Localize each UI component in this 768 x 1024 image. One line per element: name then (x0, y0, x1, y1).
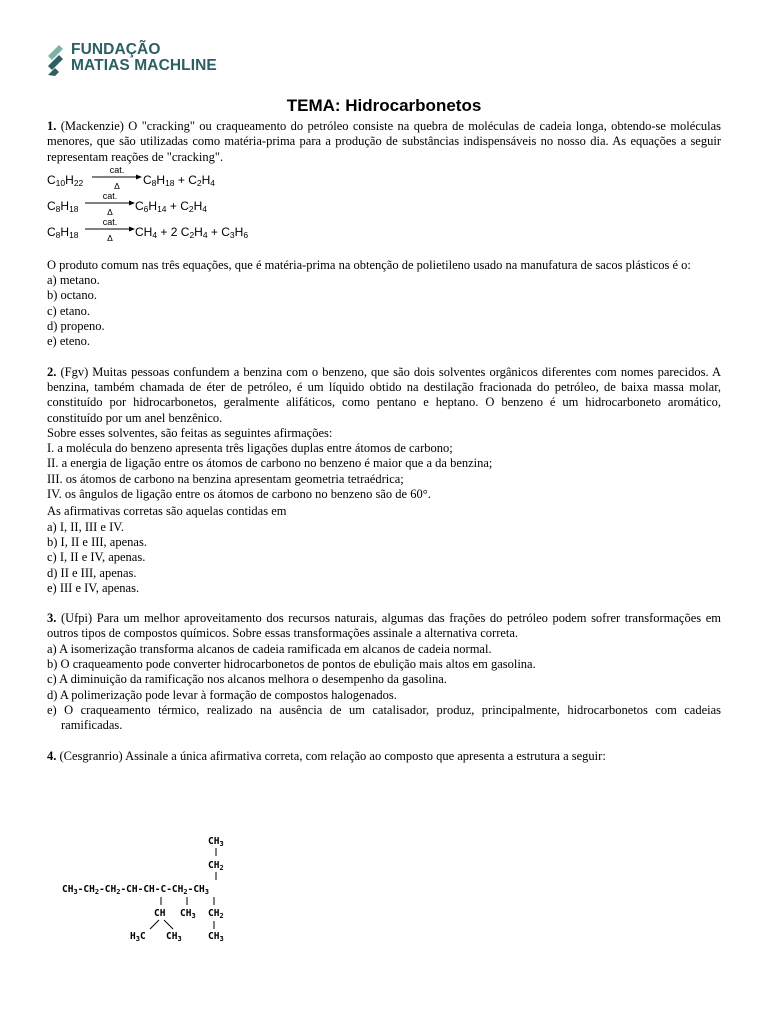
q2-option-a: a) I, II, III e IV. (47, 519, 124, 534)
equation-2-products: $C_6H_{14} + C_2H_4$ (135, 198, 208, 214)
q1-option-a: a) metano. (47, 273, 100, 288)
structural-formula-drawing (60, 832, 300, 952)
equation-1-arrow (92, 165, 142, 191)
brand-line-1: FUNDAÇÃO (71, 41, 161, 58)
q1-option-d: d) propeno. (47, 319, 105, 334)
q2-option-b: b) I, II e III, apenas. (47, 534, 147, 549)
q3-option-d: d) A polimerização pode levar à formação de compostos halogenados. (47, 687, 397, 702)
q3-number: 3. (47, 611, 57, 626)
brand-line-2: MATIAS MACHLINE (71, 57, 217, 74)
brand-name (71, 42, 217, 74)
structural-formula (60, 832, 300, 952)
arrow-catalyst-label: cat. (109, 164, 125, 175)
equation-2-arrow (85, 191, 135, 217)
equation-3-arrow (85, 217, 135, 243)
equation-3-products: $CH_4 + 2$ $C_2H_4 + C_3H_6$ (135, 224, 249, 240)
q2-question: As afirmativas corretas são aquelas contidas em (47, 504, 287, 519)
equation-1-reactants: $C_{10}H_{22}$ (47, 172, 84, 188)
q4-intro-text: (Cesgranrio) Assinale a única afirmativa correta, com relação ao composto que apresenta a estrutura a seguir: (56, 748, 606, 763)
q1-question: O produto comum nas três equações, que é matéria-prima na obtenção de polietileno usado na manufatura de sacos plásticos é o: (47, 257, 691, 272)
svg-text:CH3-CH2-CH2-CH-CH-C-CH2-CH3: $CH_3-CH_2-CH_2-CH-CH-C-CH_2-CH_3$ (62, 884, 209, 896)
q2-option-d: d) II e III, apenas. (47, 565, 137, 580)
reaction-arrow-icon (85, 226, 135, 232)
arrow-catalyst-label: cat. (102, 190, 118, 201)
q2-statement-4: IV. os ângulos de ligação entre os átomos de carbono no benzeno são de 60°. (47, 487, 431, 502)
q3-option-a: a) A isomerização transforma alcanos de cadeia ramificada em alcanos de cadeia normal. (47, 641, 492, 656)
svg-text:CH: CH (154, 908, 166, 919)
arrow-heat-label: Δ (107, 232, 113, 243)
q2-option-c: c) I, II e IV, apenas. (47, 550, 146, 565)
reaction-arrow-icon (92, 174, 142, 180)
svg-text:H3C: $H_3C$ (130, 931, 146, 943)
q2-lead: Sobre esses solventes, são feitas as seguintes afirmações: (47, 425, 333, 440)
q3-option-b: b) O craqueamento pode converter hidrocarbonetos de pontos de ebulição mais altos em gasolina. (47, 657, 536, 672)
document-body (47, 119, 721, 764)
equation-2-reactants: $C_8H_{18}$ (47, 198, 79, 214)
q4-intro (47, 749, 721, 764)
equation-2 (47, 191, 721, 217)
q4-number: 4. (47, 748, 57, 763)
equation-3 (47, 217, 721, 243)
svg-text:CH3: $CH_3$ (208, 836, 224, 848)
q3-intro (47, 611, 721, 642)
arrow-heat-label: Δ (107, 206, 113, 217)
equation-3-reactants: $C_8H_{18}$ (47, 224, 79, 240)
svg-text:CH3: $CH_3$ (166, 931, 182, 943)
q3-intro-text: (Ufpi) Para um melhor aproveitamento dos recursos naturais, algumas das frações do petróleo podem sofrer transformações em outros tipos de compostos químicos. Sobre essas transformações assinale a alternativa correta. (47, 611, 721, 641)
q1-intro (47, 119, 721, 165)
q3-option-e: e) O craqueamento térmico, realizado na ausência de um catalisador, produz, principalmente, hidrocarbonetos com cadeias ramificadas. (47, 702, 721, 733)
q2-option-e: e) III e IV, apenas. (47, 580, 140, 595)
arrow-heat-label: Δ (114, 180, 120, 191)
svg-text:CH3: $CH_3$ (180, 908, 196, 920)
q2-statement-3: III. os átomos de carbono na benzina apresentam geometria tetraédrica; (47, 471, 404, 486)
q3-option-c: c) A diminuição da ramificação nos alcanos melhora o desempenho da gasolina. (47, 672, 447, 687)
svg-text:CH2: $CH_2$ (208, 908, 224, 920)
q2-statement-1: I. a molécula do benzeno apresenta três ligações duplas entre átomos de carbono; (47, 441, 453, 456)
q2-intro-text: (Fgv) Muitas pessoas confundem a benzina com o benzeno, que são dois solventes orgânicos diferentes com nomes parecidos. A benzina, também chamada de éter de petróleo, é um líquido obtido na destilação fracionada do petróleo, de baixa massa molar, constituído por hidrocarbonetos, geralmente alifáticos, como pentano e heptano. O benzeno é um hidrocarboneto aromático, constituído por um anel benzênico. (47, 364, 721, 425)
svg-text:CH3: $CH_3$ (208, 931, 224, 943)
page-title: TEMA: Hidrocarbonetos (286, 96, 482, 115)
logo-mark-icon (46, 42, 64, 76)
q2-number: 2. (47, 364, 57, 379)
svg-text:CH2: $CH_2$ (208, 860, 224, 872)
q1-number: 1. (47, 119, 57, 133)
q2-intro (47, 365, 721, 426)
q1-option-b: b) octano. (47, 288, 97, 303)
q1-intro-text: (Mackenzie) O "cracking" ou craqueamento do petróleo consiste na quebra de moléculas de cadeia longa, obtendo-se moléculas menores, que são utilizadas como matéria-prima para a produção de substâncias indispensáveis no nosso dia. As equações a seguir representam reações de "cracking". (47, 119, 721, 164)
reaction-arrow-icon (85, 200, 135, 206)
q1-option-e: e) eteno. (47, 334, 91, 349)
arrow-catalyst-label: cat. (102, 216, 118, 227)
equation-1-products: $C_8H_{18} + C_2H_4$ (143, 172, 216, 188)
equation-1 (47, 165, 721, 191)
q1-option-c: c) etano. (47, 303, 91, 318)
q2-statement-2: II. a energia de ligação entre os átomos de carbono no benzeno é maior que a da benzina; (47, 456, 493, 471)
